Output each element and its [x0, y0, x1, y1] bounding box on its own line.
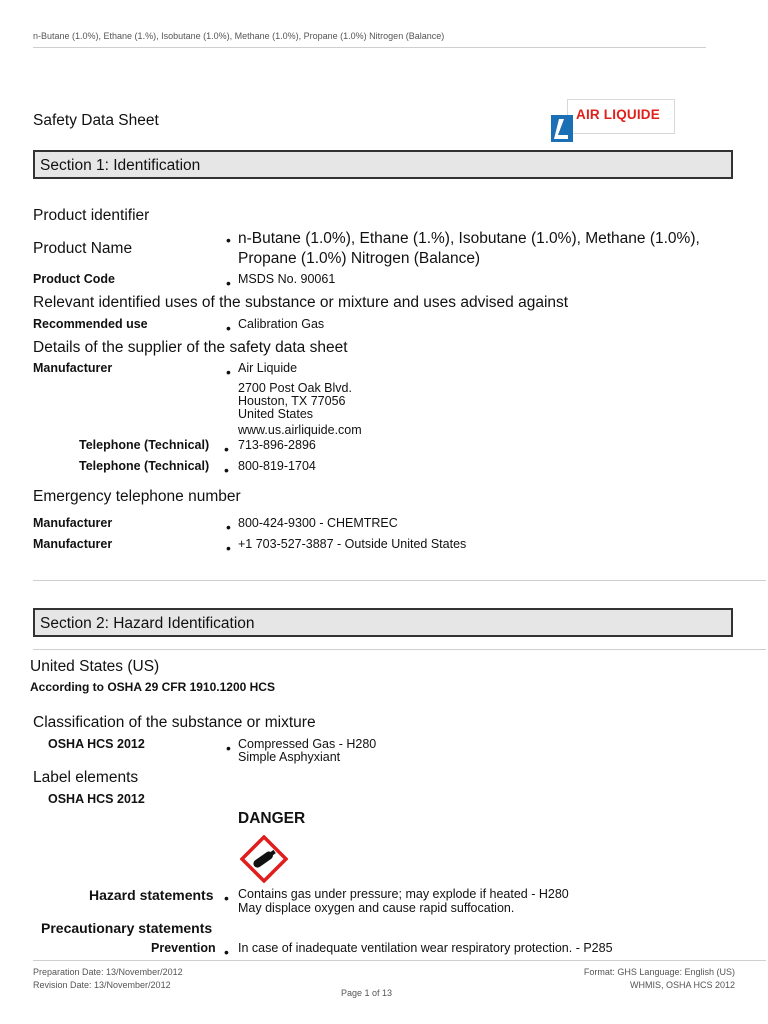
classification-line-2: Simple Asphyxiant — [238, 750, 341, 764]
emergency-phone-2: +1 703-527-3887 - Outside United States — [238, 537, 467, 551]
air-liquide-logo — [567, 99, 675, 134]
product-name-line-2: Propane (1.0%) Nitrogen (Balance) — [238, 250, 481, 267]
osha-hcs-label: OSHA HCS 2012 — [48, 792, 145, 806]
telephone-technical-label: Telephone (Technical) — [79, 459, 210, 473]
address-line-2: Houston, TX 77056 — [238, 394, 346, 408]
emergency-manufacturer-label: Manufacturer — [33, 537, 113, 551]
footer-divider — [33, 960, 766, 961]
hazard-line-1: Contains gas under pressure; may explode if heated - H280 — [238, 887, 569, 901]
bullet: • — [226, 540, 231, 556]
section-2-title: Section 2: Hazard Identification — [40, 615, 255, 632]
region-heading: United States (US) — [30, 658, 160, 675]
telephone-technical-2: 800-819-1704 — [238, 459, 316, 473]
product-name-label: Product Name — [33, 240, 133, 257]
section-1-title: Section 1: Identification — [40, 157, 201, 174]
according-to-text: According to OSHA 29 CFR 1910.1200 HCS — [30, 680, 275, 694]
recommended-use-label: Recommended use — [33, 317, 148, 331]
supplier-heading: Details of the supplier of the safety data sheet — [33, 339, 348, 356]
hazard-line-2: May displace oxygen and cause rapid suffocation. — [238, 901, 515, 915]
relevant-uses-heading: Relevant identified uses of the substance or mixture and uses advised against — [33, 294, 569, 311]
bullet: • — [224, 441, 229, 457]
running-header: n-Butane (1.0%), Ethane (1.%), Isobutane (1.0%), Methane (1.0%), Propane (1.0%) Nitrogen (Balance) — [33, 31, 445, 41]
document-title: Safety Data Sheet — [33, 112, 159, 129]
section-divider — [33, 580, 766, 581]
hazard-statements-label: Hazard statements — [89, 887, 214, 903]
emergency-manufacturer-label: Manufacturer — [33, 516, 113, 530]
address-line-3: United States — [238, 407, 314, 421]
recommended-use-value: Calibration Gas — [238, 317, 325, 331]
page-number: Page 1 of 13 — [341, 988, 393, 998]
label-elements-heading: Label elements — [33, 769, 139, 786]
bullet: • — [224, 944, 229, 960]
address-line-1: 2700 Post Oak Blvd. — [238, 381, 352, 395]
classification-line-1: Compressed Gas - H280 — [238, 737, 377, 751]
manufacturer-label: Manufacturer — [33, 361, 113, 375]
classification-heading: Classification of the substance or mixture — [33, 714, 316, 731]
gas-cylinder-icon — [240, 835, 288, 883]
bullet: • — [226, 320, 231, 336]
emergency-phone-1: 800-424-9300 - CHEMTREC — [238, 516, 398, 530]
section-2-header — [33, 608, 733, 637]
revision-date: Revision Date: 13/November/2012 — [33, 980, 171, 990]
osha-hcs-label: OSHA HCS 2012 — [48, 737, 145, 751]
precautionary-heading: Precautionary statements — [41, 920, 213, 936]
bullet: • — [226, 740, 231, 756]
website-link[interactable]: www.us.airliquide.com — [238, 423, 362, 437]
prevention-text: In case of inadequate ventilation wear respiratory protection. - P285 — [238, 941, 613, 955]
product-code-value: MSDS No. 90061 — [238, 272, 336, 286]
standards-info: WHMIS, OSHA HCS 2012 — [629, 980, 735, 990]
section-1-header — [33, 150, 733, 179]
bullet: • — [226, 275, 231, 291]
bullet: • — [226, 364, 231, 380]
telephone-technical-1: 713-896-2896 — [238, 438, 316, 452]
logo-symbol-icon — [551, 115, 573, 142]
bullet: • — [226, 519, 231, 535]
product-code-label: Product Code — [33, 272, 115, 286]
product-identifier-heading: Product identifier — [33, 207, 150, 224]
preparation-date: Preparation Date: 13/November/2012 — [33, 967, 183, 977]
format-info: Format: GHS Language: English (US) — [583, 967, 735, 977]
section-divider — [33, 649, 766, 650]
bullet: • — [226, 232, 231, 248]
telephone-technical-label: Telephone (Technical) — [79, 438, 210, 452]
logo-text: AIR LIQUIDE — [576, 107, 660, 122]
header-divider — [33, 47, 706, 48]
emergency-heading: Emergency telephone number — [33, 488, 241, 505]
product-name-line-1: n-Butane (1.0%), Ethane (1.%), Isobutane (1.0%), Methane (1.0%), — [238, 230, 700, 247]
signal-word: DANGER — [238, 810, 306, 827]
bullet: • — [224, 890, 229, 906]
bullet: • — [224, 462, 229, 478]
manufacturer-name: Air Liquide — [238, 361, 298, 375]
prevention-label: Prevention — [151, 941, 216, 955]
